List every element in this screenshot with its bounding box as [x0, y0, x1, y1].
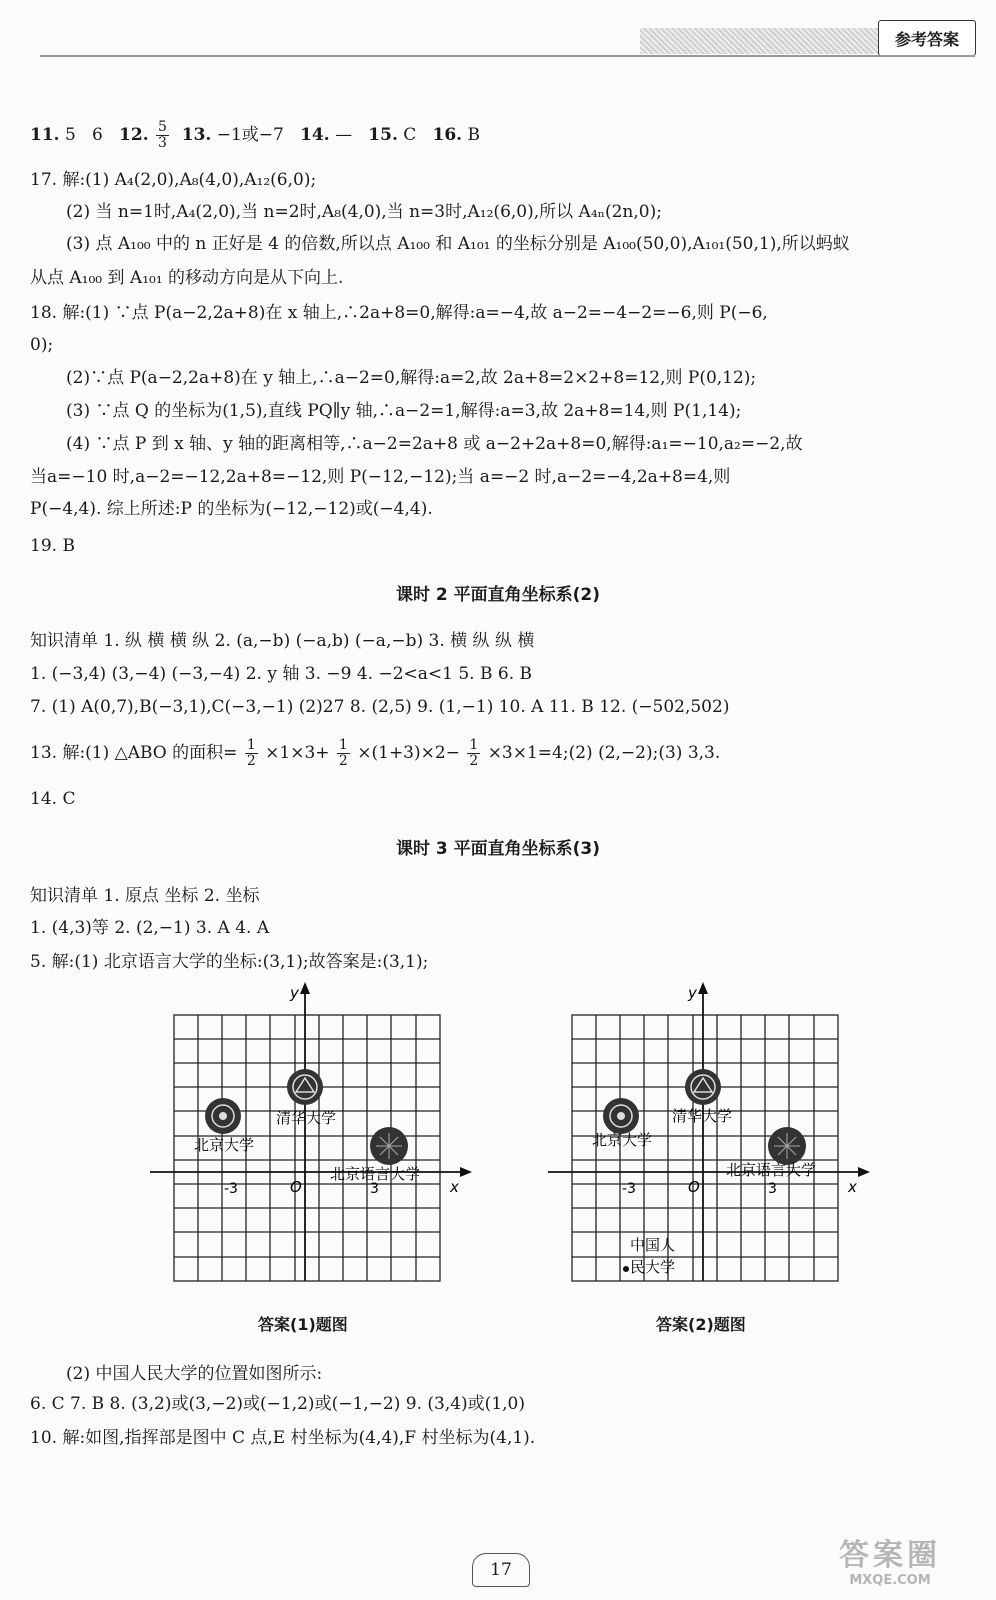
answer-17-3b: 从点 A₁₀₀ 到 A₁₀₁ 的移动方向是从下向上. [30, 268, 344, 288]
watermark-url: MXQE.COM [849, 1573, 931, 1588]
coordinate-figure-2 [548, 982, 888, 1292]
x-axis-arrow [460, 1167, 472, 1177]
label-tsinghua: 清华大学 [276, 1109, 337, 1127]
section-3-title: 课时 3 平面直角坐标系(3) [395, 839, 601, 859]
section-2-row-7: 7. (1) A(0,7),B(−3,1),C(−3,−1) (2)27 8. (2,5) 9. (1,−1) 10. A 11. B 12. (−502,502) [30, 697, 730, 717]
answer-18-1b: 0); [30, 335, 54, 355]
answer-18-4a: (4) ∵点 P 到 x 轴、y 轴的距离相等,∴a−2=2a+8 或 a−2+2a+8=0,解得:a₁=−10,a₂=−2,故 [66, 434, 803, 454]
header-tab-label: 参考答案 [894, 29, 959, 49]
row-13-mid1: ×1×3+ [265, 743, 330, 763]
section-3-row-5-2: (2) 中国人民大学的位置如图所示: [66, 1364, 323, 1384]
label-blcu: 北京语言大学 [330, 1165, 421, 1183]
fraction-half: $\frac{1}{2}$ [246, 737, 256, 769]
section-3-row-10: 10. 解:如图,指挥部是图中 C 点,E 村坐标为(4,4),F 村坐标为(4,1). [30, 1428, 536, 1448]
section-3-row-5: 5. 解:(1) 北京语言大学的坐标:(3,1);故答案是:(3,1); [30, 952, 429, 972]
blcu-emblem-icon [768, 1127, 806, 1165]
row-13-post: ×3×1=4;(2) (2,−2);(3) 3,3. [487, 743, 721, 763]
section-3-row-1: 1. (4,3)等 2. (2,−1) 3. A 4. A [30, 918, 270, 938]
label-renmin-1: 中国人 [630, 1236, 676, 1254]
header-rule [40, 55, 975, 57]
y-axis-label: y [688, 984, 697, 1002]
section-2-row-1: 1. (−3,4) (3,−4) (−3,−4) 2. y 轴 3. −9 4. −2<a<1 5. B 6. B [30, 664, 532, 684]
watermark-logo [800, 1540, 980, 1596]
section-2-knowledge: 知识清单 1. 纵 横 横 纵 2. (a,−b) (−a,b) (−a,−b) 3. 横 纵 纵 横 [30, 631, 535, 651]
label-blcu: 北京语言大学 [726, 1161, 817, 1179]
row-13-mid2: ×(1+3)×2− [357, 743, 460, 763]
section-2-row-13 [30, 738, 720, 769]
section-2-title: 课时 2 平面直角坐标系(2) [395, 585, 601, 605]
fraction-5-3: $\frac{5}{3}$ [158, 119, 167, 151]
answer-18-4c: P(−4,4). 综上所述:P 的坐标为(−12,−12)或(−4,4). [30, 499, 433, 519]
page-number: 17 [472, 1553, 530, 1587]
tick-label-3: 3 [370, 1181, 379, 1197]
figure-1-caption: 答案(1)题图 [258, 1315, 348, 1334]
watermark-title: 答案圈 [839, 1538, 941, 1573]
peking-emblem-icon [603, 1098, 639, 1134]
label-renmin-2: 民大学 [630, 1258, 676, 1276]
answer-18-3: (3) ∵点 Q 的坐标为(1,5),直线 PQ∥y 轴,∴a−2=1,解得:a=3,故 2a+8=14,则 P(1,14); [66, 401, 742, 421]
answers-11-16: 11. 5 6 12. $\frac{5}{3}$ 13. −1或−7 14. — 15. C 16. B [30, 119, 480, 151]
label-tsinghua: 清华大学 [672, 1107, 733, 1125]
y-axis-arrow [698, 982, 708, 994]
fraction-half: $\frac{1}{2}$ [469, 737, 479, 769]
figure-2-caption: 答案(2)题图 [656, 1315, 746, 1334]
answer-18-1a: 18. 解:(1) ∵点 P(a−2,2a+8)在 x 轴上,∴2a+8=0,解得:a=−4,故 a−2=−4−2=−6,则 P(−6, [30, 303, 768, 323]
origin-label: O [290, 1178, 302, 1196]
answer-18-2: (2)∵点 P(a−2,2a+8)在 y 轴上,∴a−2=0,解得:a=2,故 2a+8=2×2+8=12,则 P(0,12); [66, 368, 757, 388]
label-peking: 北京大学 [194, 1136, 255, 1154]
blcu-emblem-icon [370, 1127, 408, 1165]
answer-18-4b: 当a=−10 时,a−2=−12,2a+8=−12,则 P(−12,−12);当 a=−2 时,a−2=−4,2a+8=4,则 [30, 467, 731, 487]
answer-17-3a: (3) 点 A₁₀₀ 中的 n 正好是 4 的倍数,所以点 A₁₀₀ 和 A₁₀₁ 的坐标分别是 A₁₀₀(50,0),A₁₀₁(50,1),所以蚂蚁 [66, 234, 850, 254]
y-axis-arrow [300, 982, 310, 994]
x-axis-arrow [858, 1167, 870, 1177]
x-axis-label: x [450, 1178, 459, 1196]
section-3-row-6: 6. C 7. B 8. (3,2)或(3,−2)或(−1,2)或(−1,−2) 9. (3,4)或(1,0) [30, 1394, 525, 1414]
answer-19: 19. B [30, 536, 75, 556]
tick-label-neg3: -3 [622, 1181, 636, 1197]
y-axis-label: y [290, 984, 299, 1002]
tick-label-neg3: -3 [224, 1181, 238, 1197]
tsinghua-emblem-icon [685, 1069, 721, 1105]
section-2-row-14: 14. C [30, 789, 76, 809]
label-peking: 北京大学 [592, 1131, 653, 1149]
header-tab [878, 20, 976, 56]
answer-17-2: (2) 当 n=1时,A₄(2,0),当 n=2时,A₈(4,0),当 n=3时,A₁₂(6,0),所以 A₄ₙ(2n,0); [66, 202, 662, 222]
origin-label: O [688, 1178, 700, 1196]
coordinate-figure-1 [150, 982, 490, 1292]
row-13-pre: 13. 解:(1) △ABO 的面积= [30, 743, 238, 763]
tsinghua-emblem-icon [287, 1069, 323, 1105]
renmin-point-marker [623, 1266, 629, 1272]
peking-emblem-icon [205, 1098, 241, 1134]
tick-label-3: 3 [768, 1181, 777, 1197]
x-axis-label: x [848, 1178, 857, 1196]
fraction-half: $\frac{1}{2}$ [338, 737, 348, 769]
section-3-knowledge: 知识清单 1. 原点 坐标 2. 坐标 [30, 886, 260, 906]
answer-17-1: 17. 解:(1) A₄(2,0),A₈(4,0),A₁₂(6,0); [30, 170, 317, 190]
